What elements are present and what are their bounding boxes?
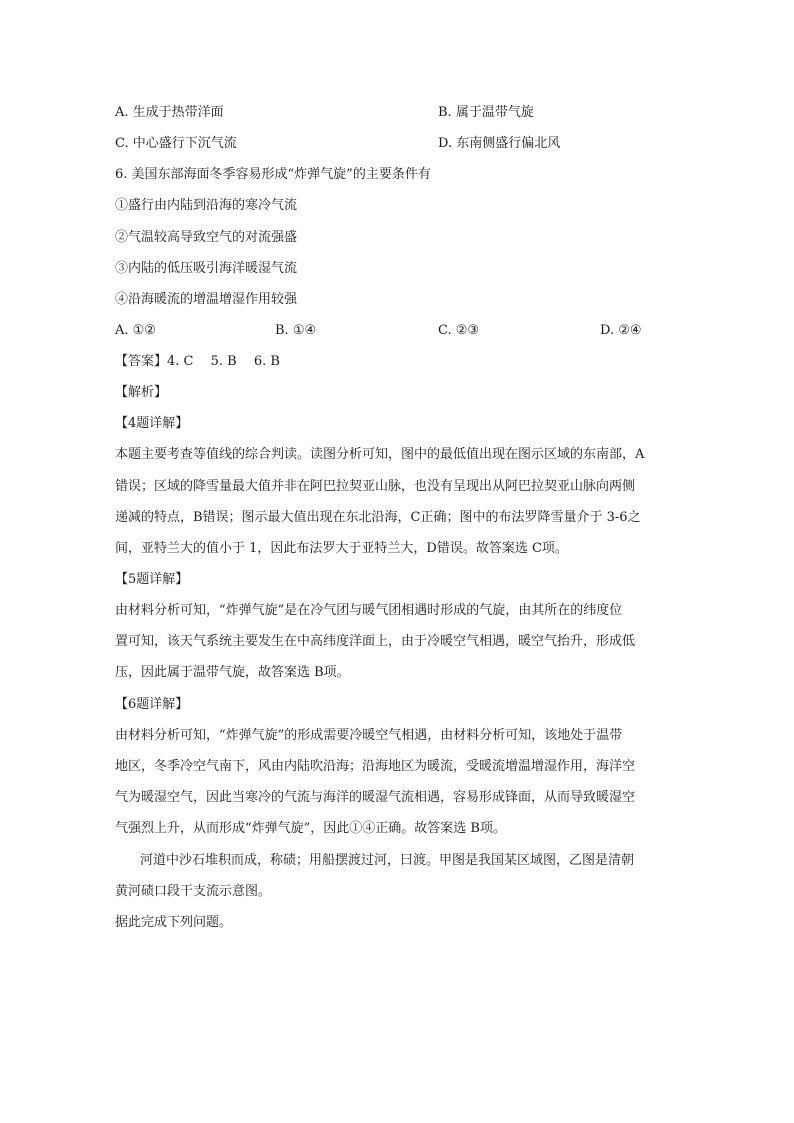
q5-line: 置可知，该天气系统主要发生在中高纬度洋面上，由于冷暖空气相遇，暖空气抬升，形成低 (115, 634, 636, 649)
q6-item: ④沿海暖流的增温增湿作用较强 (115, 292, 298, 307)
q6-option-d: D. ②④ (600, 323, 642, 338)
q5-option-a: A. 生成于热带洋面 (115, 105, 224, 120)
q6-stem: 6. 美国东部海面冬季容易形成“炸弹气旋”的主要条件有 (115, 167, 431, 182)
q5-line: 由材料分析可知，“炸弹气旋”是在冷气团与暖气团相遇时形成的气旋，由其所在的纬度位 (115, 603, 623, 618)
intro-line: 黄河碛口段干支流示意图。 (115, 884, 272, 899)
q6-option-b: B. ①④ (275, 323, 317, 338)
q6-label: 【6题详解】 (115, 697, 189, 712)
q4-label: 【4题详解】 (115, 416, 189, 431)
q5-option-d: D. 东南侧盛行偏北风 (438, 136, 561, 151)
q6-option-c: C. ②③ (438, 323, 480, 338)
q6-line: 地区，冬季冷空气南下，风由内陆吹沿海；沿海地区为暖流，受暖流增温增湿作用，海洋空 (115, 759, 636, 774)
q4-line: 间，亚特兰大的值小于 1，因此布法罗大于亚特兰大，D错误。故答案选 C项。 (115, 541, 568, 556)
q4-line: 本题主要考查等值线的综合判读。读图分析可知，图中的最低值出现在图示区域的东南部，A (115, 447, 645, 462)
intro-line: 据此完成下列问题。 (115, 915, 233, 930)
q6-item: ③内陆的低压吸引海洋暖湿气流 (115, 261, 298, 276)
analysis-label: 【解析】 (115, 385, 168, 400)
q6-item: ①盛行由内陆到沿海的寒冷气流 (115, 198, 298, 213)
q5-line: 压，因此属于温带气旋，故答案选 B项。 (115, 665, 350, 680)
q5-label: 【5题详解】 (115, 572, 189, 587)
q6-line: 气强烈上升，从而形成“炸弹气旋”，因此①④正确。故答案选 B项。 (115, 821, 506, 836)
q6-item: ②气温较高导致空气的对流强盛 (115, 230, 298, 245)
intro-line: 河道中沙石堆积而成，称碛；用船摆渡过河，曰渡。甲图是我国某区域图，乙图是清朝 (140, 853, 635, 868)
q6-line: 由材料分析可知，“炸弹气旋”的形成需要冷暖空气相遇，由材料分析可知，该地处于温带 (115, 728, 623, 743)
q5-option-b: B. 属于温带气旋 (438, 105, 534, 120)
answer-line: 【答案】4. C 5. B 6. B (115, 354, 280, 369)
q4-line: 错误；区域的降雪量最大值并非在阿巴拉契亚山脉，也没有呈现出从阿巴拉契亚山脉向两侧 (115, 479, 636, 494)
q4-line: 递减的特点，B错误；图示最大值出现在东北沿海，C正确；图中的布法罗降雪量介于 3-6之 (115, 510, 641, 525)
q6-option-a: A. ①② (115, 323, 156, 338)
q6-line: 气为暖湿空气，因此当寒冷的气流与海洋的暖湿气流相遇，容易形成锋面，从而导致暖湿空 (115, 790, 636, 805)
q5-option-c: C. 中心盛行下沉气流 (115, 136, 237, 151)
